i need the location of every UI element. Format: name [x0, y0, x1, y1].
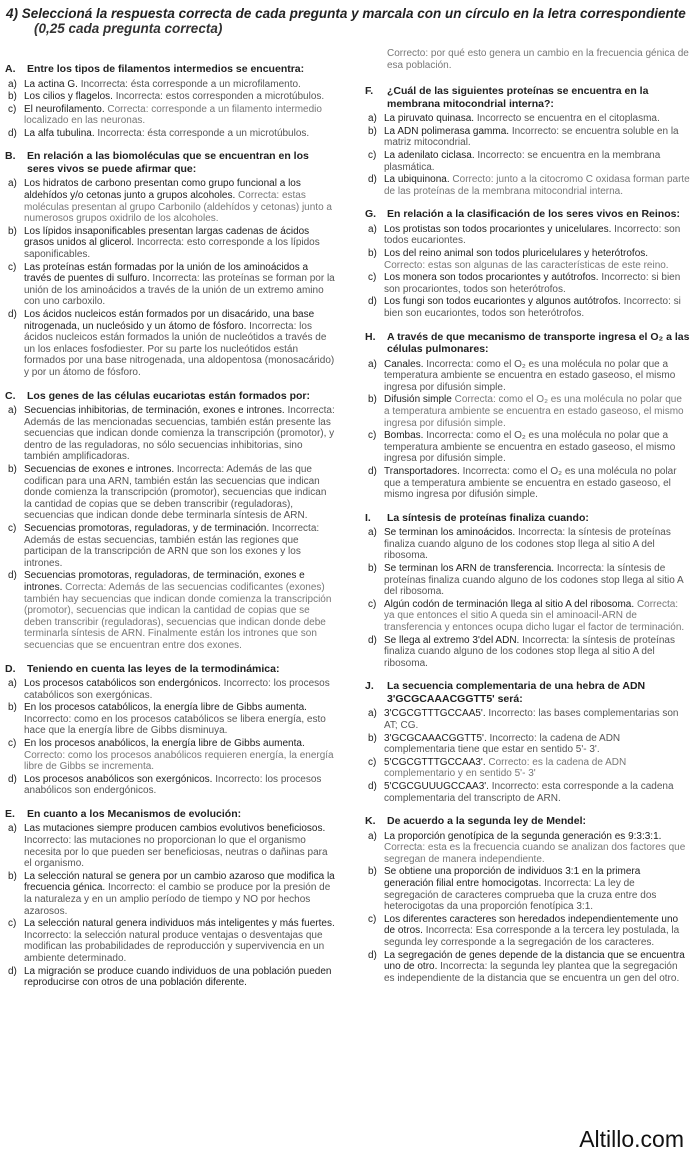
option-explanation: Incorrecto se encuentra en el citoplasma.	[476, 113, 660, 125]
answer-option	[365, 224, 690, 247]
option-answer: 5'CGCGTTTGCCAA3'.	[384, 756, 486, 768]
option-explanation: Incorrecta: Además de las mencionadas secuencias, también están presente las secuencias que indican donde comienza la transcripción (promotor), y dentro de las reguladoras, no sólo secuencias inhibitorias, sino también amplificadoras.	[24, 405, 335, 463]
option-letter[interactable]: c)	[368, 756, 377, 768]
option-answer: Los fungi son todos eucariontes y algunos autótrofos.	[384, 296, 621, 308]
answer-option	[365, 126, 690, 149]
option-letter[interactable]: b)	[368, 125, 377, 137]
option-content	[384, 708, 690, 731]
option-explanation: Incorrecta: la síntesis de proteínas finaliza cuando alguno de los codones stop llega al sitio A del ribosoma.	[384, 563, 684, 598]
option-letter[interactable]: b)	[8, 91, 17, 103]
option-explanation: Incorrecta: La ley de segregación de caracteres comprueba que la cruza entre dos heterocigotas da una proporción fenotípica 3:1.	[384, 877, 657, 913]
question-letter: D.	[5, 662, 16, 675]
option-letter[interactable]: c)	[368, 430, 377, 442]
question-text: La secuencia complementaria de una hebra de ADN 3'GCGCAAACGGTT5' será:	[387, 680, 646, 705]
option-explanation: Correcta: esta es la frecuencia cuando se analizan dos factores que segregan de manera independiente.	[384, 842, 686, 865]
option-answer: Difusión simple	[384, 394, 452, 406]
option-explanation: Incorrecto: se encuentra en la membrana plasmática.	[384, 149, 661, 173]
question-block	[5, 390, 335, 652]
option-explanation: Incorrecto: esta corresponde a la cadena complementaria del transcripto de ARN.	[384, 780, 674, 804]
question-text: En relación a las biomoléculas que se encuentran en los seres vivos se puede afirmar que:	[27, 150, 309, 175]
option-answer: 5'CGCGUUUGCCAA3'.	[384, 780, 489, 792]
option-explanation: Correcta: como el O₂ es una molécula no polar que a temperatura ambiente se encuentra en estado gaseoso, el mismo ingresa por difusión simple.	[384, 394, 684, 429]
option-answer: La selección natural genera individuos más inteligentes y más fuertes.	[24, 918, 335, 930]
option-explanation: Incorrecta: los ácidos nucleicos están formados la unión de nucleótidos a través de un los enlaces fosfodiester. Por su parte los nucleótidos están formados por una base nitrogenada, una aldopentosa (monosacárido) y por un átomo de fósforo.	[24, 320, 335, 378]
option-answer: La ADN polimerasa gamma.	[384, 125, 510, 137]
option-content	[24, 464, 335, 522]
option-explanation: Correcta: estas moléculas presentan al grupo Carbonilo (aldehídos y cetonas) junto a numerosos grupos oxidrilo de los alcoholes.	[24, 190, 332, 225]
answer-option	[365, 113, 690, 125]
option-content	[384, 599, 690, 634]
option-content	[384, 224, 690, 247]
page-subtitle: (0,25 cada pregunta correcta)	[34, 21, 223, 36]
option-answer: Los ácidos nucleicos están formados por un disacárido, una base nitrogenada, un nucleósido y un átomo de fósforo.	[24, 309, 315, 332]
option-explanation: Incorrecta: ésta corresponde a un microtúbulos.	[97, 127, 310, 139]
option-content	[24, 104, 335, 127]
answer-option	[5, 678, 335, 701]
question-letter: G.	[365, 208, 377, 221]
question-text: De acuerdo a la segunda ley de Mendel:	[387, 815, 586, 828]
option-content	[384, 150, 690, 173]
option-answer: Las proteínas están formadas por la unión de los aminoácidos a través de puentes di sulfuro.	[24, 261, 309, 285]
option-explanation: Incorrecta: esto corresponde a los lípidos saponificables.	[24, 237, 320, 261]
option-content	[384, 733, 690, 756]
option-answer: La alfa tubulina.	[24, 127, 95, 139]
option-content	[24, 309, 335, 379]
question-letter: C.	[5, 389, 16, 402]
option-answer: El neurofilamento.	[24, 103, 105, 115]
option-content	[384, 430, 690, 465]
answer-option	[5, 918, 335, 964]
answer-option	[365, 563, 690, 598]
answer-option	[5, 104, 335, 127]
option-answer: Se llega al extremo 3'del ADN.	[384, 634, 520, 646]
option-answer: Bombas.	[384, 430, 424, 442]
answer-option	[5, 226, 335, 261]
answer-option	[5, 405, 335, 463]
answer-option	[5, 823, 335, 869]
option-answer: Canales.	[384, 358, 424, 370]
option-letter[interactable]: d)	[368, 949, 377, 961]
option-content	[24, 918, 335, 964]
option-letter[interactable]: c)	[368, 913, 377, 925]
option-answer: Los monera son todos procariontes y autótrofos.	[384, 272, 599, 284]
option-answer: Secuencias de exones e intrones.	[24, 464, 175, 476]
answer-option	[5, 966, 335, 989]
option-explanation: Correcto: estas son algunas de las características de este reino.	[384, 259, 669, 271]
option-explanation: Incorrecta: como el O₂ es una molécula no polar que a temperatura ambiente se encuentra en estado gaseoso, el mismo ingresa por difusión simple.	[384, 465, 677, 501]
question-block	[5, 150, 335, 378]
continued-answer-text: Correcto: por qué esto genera un cambio en la frecuencia génica de esa población.	[387, 48, 689, 71]
option-content	[24, 226, 335, 261]
answer-option	[365, 599, 690, 634]
question-letter: J.	[365, 680, 374, 693]
answer-option	[5, 178, 335, 224]
option-letter[interactable]: d)	[368, 296, 377, 308]
option-explanation: Correcta: ya que entonces el sitio A queda sin el aminoacil-ARN de transferencia y entonces ocupa dicho lugar el factor de terminación.	[384, 598, 685, 633]
option-letter[interactable]: d)	[368, 174, 377, 186]
option-explanation: Incorrecto: son todos eucariontes.	[384, 223, 681, 247]
option-answer: Los protistas son todos procariontes y unicelulares.	[384, 223, 612, 235]
answer-option	[365, 831, 690, 866]
option-content	[384, 296, 690, 319]
option-explanation: Incorrecto: los procesos anabólicos son endergónicos.	[24, 773, 322, 797]
option-explanation: Incorrecto: el cambio se produce por la presión de la naturaleza y en un amplio período de tiempo y NO por hechos azarosos.	[24, 882, 331, 917]
option-content	[24, 702, 335, 737]
option-explanation: Incorrecta: como el O₂ es una molécula no polar que a temperatura ambiente se encuentra en estado gaseoso, el mismo ingresa por difusión simple.	[384, 430, 676, 465]
option-explanation: Incorrecta: Además de estas secuencias, también están las regiones que participan de la transcripción de ARN que son los exones y los intrones.	[24, 523, 320, 569]
option-letter[interactable]: d)	[368, 780, 377, 792]
option-letter[interactable]: b)	[8, 225, 17, 237]
option-content	[24, 262, 335, 308]
answer-option	[365, 635, 690, 670]
option-content	[24, 523, 335, 569]
option-letter[interactable]: b)	[368, 732, 377, 744]
option-answer: En los procesos anabólicos, la energía libre de Gibbs aumenta.	[24, 738, 305, 749]
option-content	[384, 527, 690, 562]
option-content	[384, 866, 690, 912]
option-explanation: Incorrecto: las bases complementarias son AT; CG.	[384, 708, 679, 731]
option-content	[24, 823, 335, 869]
question-header	[5, 390, 335, 403]
option-content	[384, 394, 690, 429]
answer-option	[5, 523, 335, 569]
option-answer: Los lípidos insaponificables presentan largas cadenas de ácidos grasos unidos al glicerol.	[24, 225, 310, 249]
option-explanation: Correcto: es la cadena de ADN complementario y en sentido 5'- 3'	[384, 756, 627, 780]
question-header	[365, 680, 690, 705]
option-letter[interactable]: d)	[8, 965, 17, 977]
option-explanation: Incorrecta: la síntesis de proteínas finaliza cuando alguno de los codones stop llega al sitio A del ribosoma.	[384, 634, 675, 669]
option-letter[interactable]: a)	[368, 527, 377, 539]
option-explanation: Incorrecto: si bien son procariontes, todos son heterótrofos.	[384, 272, 681, 295]
option-content	[24, 405, 335, 463]
option-explanation: Incorrecto: la selección natural produce ventajas o desventajas que modifican las probabilidades de reproducción y supervivencia en un ambiente determinado.	[24, 929, 325, 964]
question-block	[5, 63, 335, 139]
question-block	[365, 680, 690, 804]
option-letter[interactable]: d)	[8, 773, 17, 785]
answer-option	[365, 466, 690, 501]
option-letter[interactable]: a)	[368, 223, 377, 235]
option-explanation: Incorrecto: si bien son eucariontes, todos son heterótrofos.	[384, 296, 681, 319]
option-answer: Se terminan los aminoácidos.	[384, 527, 516, 539]
question-text: Los genes de las células eucariotas están formados por:	[27, 389, 311, 402]
option-letter[interactable]: b)	[8, 464, 17, 476]
answer-option	[365, 430, 690, 465]
answer-option	[5, 570, 335, 651]
answer-option	[365, 296, 690, 319]
option-content	[24, 678, 335, 701]
page-header	[6, 6, 696, 36]
option-answer: Secuencias promotoras, reguladoras, de terminación, exones e intrones.	[24, 570, 305, 593]
option-letter[interactable]: a)	[8, 823, 17, 835]
option-answer: La piruvato quinasa.	[384, 113, 475, 125]
option-letter[interactable]: a)	[368, 358, 377, 370]
option-content	[24, 738, 335, 773]
question-text: La síntesis de proteínas finaliza cuando:	[387, 511, 589, 524]
question-block	[365, 331, 690, 501]
question-text: En relación a la clasificación de los seres vivos en Reinos:	[387, 208, 680, 221]
option-letter[interactable]: c)	[8, 918, 17, 930]
question-letter: I.	[365, 511, 371, 524]
option-answer: 3'CGCGTTTGCCAA5'.	[384, 708, 486, 720]
option-explanation: Correcto: como los procesos anabólicos requieren energía, la energía libre de Gibbs se incrementa.	[24, 749, 334, 773]
option-answer: Los hidratos de carbono presentan como grupo funcional a los aldehídos y/o cetonas junto a grupos alcoholes.	[24, 178, 301, 202]
answer-option	[5, 774, 335, 797]
option-content	[384, 113, 690, 125]
option-letter[interactable]: d)	[368, 465, 377, 477]
answer-option	[365, 174, 690, 197]
option-letter[interactable]: d)	[368, 634, 377, 646]
option-answer: La selección natural se genera por un cambio azaroso que modifica la frecuencia génica.	[24, 870, 335, 894]
option-explanation: Incorrecta: la síntesis de proteínas finaliza cuando alguno de los codones stop llega al sitio A del ribosoma.	[384, 527, 671, 562]
option-letter[interactable]: b)	[368, 563, 377, 574]
option-content	[384, 914, 690, 949]
option-answer: Se obtiene una proporción de individuos 3:1 en la primera generación filial entre homocigotas.	[384, 866, 641, 889]
option-explanation: Incorrecta: como el O₂ es una molécula no polar que a temperatura ambiente se encuentra en estado gaseoso, el mismo ingresa por difusión simple.	[384, 358, 676, 393]
question-header	[365, 815, 690, 828]
answer-option	[365, 708, 690, 731]
answer-option	[5, 738, 335, 773]
option-explanation: Incorrecto: se encuentra soluble en la matriz mitocondrial.	[384, 125, 679, 149]
option-answer: Secuencias promotoras, reguladoras, y de terminación.	[24, 523, 270, 534]
option-answer: La migración se produce cuando individuos de una población pueden reproducirse con otros de una población diferente.	[24, 965, 332, 989]
option-answer: En los procesos catabólicos, la energía libre de Gibbs aumenta.	[24, 702, 307, 714]
option-content	[384, 466, 690, 501]
answer-option	[365, 272, 690, 295]
option-letter[interactable]: a)	[8, 678, 17, 690]
option-content	[384, 174, 690, 197]
option-explanation: Incorrecta: la segunda ley plantea que la segregación es independiente de la distancia que se encuentra un gen del otro.	[384, 961, 680, 984]
option-explanation: Incorrecta: estos corresponden a microtúbulos.	[115, 91, 325, 103]
option-content	[384, 831, 690, 866]
question-block	[365, 512, 690, 670]
option-content	[384, 950, 690, 985]
option-explanation: Incorrecto: los procesos catabólicos son exergónicas.	[24, 678, 330, 701]
option-letter[interactable]: a)	[368, 708, 377, 720]
answer-option	[365, 781, 690, 804]
question-block	[5, 808, 335, 989]
option-answer: Secuencias inhibitorias, de terminación, exones e intrones.	[24, 405, 285, 417]
option-content	[384, 272, 690, 295]
option-letter[interactable]: c)	[8, 103, 17, 115]
answer-option	[5, 91, 335, 103]
option-content	[24, 91, 335, 103]
question-header	[5, 63, 335, 76]
option-explanation: Incorrecta: ésta corresponde a un microfilamento.	[80, 78, 301, 90]
option-letter[interactable]: a)	[8, 78, 17, 90]
question-header	[5, 808, 335, 821]
answer-option	[365, 359, 690, 394]
option-letter[interactable]: d)	[8, 309, 17, 320]
option-explanation: Incorrecta: las proteínas se forman por la unión de los aminoácidos a través de la unión de un extremo amino con uno carboxilo.	[24, 273, 335, 308]
option-answer: Los procesos catabólicos son endergónicos.	[24, 678, 221, 690]
option-letter[interactable]: c)	[368, 598, 377, 610]
option-answer: Los procesos anabólicos son exergónicos.	[24, 773, 213, 785]
option-letter[interactable]: c)	[368, 272, 377, 284]
answer-option	[5, 128, 335, 140]
option-explanation: Incorrecto: la cadena de ADN complementaria tiene que estar en sentido 5'- 3'.	[384, 732, 621, 756]
question-letter: K.	[365, 815, 376, 828]
left-column	[5, 63, 335, 1000]
option-letter[interactable]: b)	[368, 394, 377, 406]
question-text: ¿Cuál de las siguientes proteínas se encuentra en la membrana mitocondrial interna?:	[387, 85, 649, 110]
option-content	[384, 126, 690, 149]
option-content	[384, 757, 690, 780]
option-explanation: Incorrecta: Esa corresponde a la tercera ley postulada, la segunda ley corresponde a la segregación de los caracteres.	[384, 925, 680, 948]
watermark-text: Altillo.com	[579, 1126, 684, 1152]
option-content	[384, 359, 690, 394]
option-answer: La ubiquinona.	[384, 174, 450, 186]
answer-option	[365, 394, 690, 429]
option-letter[interactable]: c)	[8, 523, 17, 534]
option-content	[24, 178, 335, 224]
question-block	[365, 208, 690, 319]
option-letter[interactable]: d)	[8, 570, 17, 582]
option-explanation: Incorrecto: las mutaciones no proporcionan lo que el organismo necesita por lo que pueden ser beneficiosas, neutras o dañinas para el organismo.	[24, 835, 328, 870]
option-content	[384, 563, 690, 598]
option-explanation: Correcta: Además de las secuencias codificantes (exones) también hay secuencias que indican donde comienza la transcripción (promotor), secuencias que indican la cantidad de copias que se deben transcribir (reguladoras), secuencias que indican donde debe terminarla síntesis de ARN. Finalmente están los intrones que son secuencias que se encuentran entre dos exones.	[24, 581, 332, 651]
question-header	[5, 663, 335, 676]
option-answer: Los diferentes caracteres son heredados independientemente uno de otros.	[384, 913, 679, 937]
option-answer: La adenilato ciclasa.	[384, 149, 475, 161]
option-content	[24, 966, 335, 989]
question-header	[365, 331, 690, 356]
answer-option	[5, 871, 335, 917]
option-answer: La segregación de genes depende de la distancia que se encuentra uno de otro.	[384, 949, 685, 973]
answer-option	[365, 757, 690, 780]
question-letter: B.	[5, 150, 16, 163]
question-header	[365, 85, 690, 110]
answer-option	[365, 950, 690, 985]
option-answer: 3'GCGCAAACGGTT5'.	[384, 732, 487, 744]
question-header	[5, 150, 335, 175]
question-letter: E.	[5, 807, 15, 820]
answer-option	[5, 262, 335, 308]
question-header	[365, 208, 690, 221]
option-explanation: Correcto: junto a la citocromo C oxidasa forman parte de las proteínas de la membrana mitocondrial interna.	[384, 174, 690, 197]
answer-option	[5, 464, 335, 522]
option-answer: La actina G.	[24, 78, 78, 90]
option-answer: Transportadores.	[384, 465, 460, 477]
question-header	[365, 512, 690, 525]
option-letter[interactable]: a)	[368, 830, 377, 842]
option-answer: La proporción genotípica de la segunda generación es 9:3:3:1.	[384, 830, 662, 842]
option-content	[24, 774, 335, 797]
option-content	[24, 570, 335, 651]
option-letter[interactable]: b)	[368, 866, 377, 878]
option-letter[interactable]: d)	[8, 127, 17, 139]
option-letter[interactable]: b)	[8, 870, 17, 882]
option-letter[interactable]: b)	[8, 702, 17, 714]
option-letter[interactable]: c)	[368, 149, 377, 161]
question-text: A través de que mecanismo de transporte ingresa el O₂ a las células pulmonares:	[387, 330, 690, 356]
question-letter: H.	[365, 330, 376, 343]
question-block	[365, 85, 690, 197]
option-letter[interactable]: a)	[8, 178, 17, 190]
answer-option	[365, 733, 690, 756]
answer-option	[5, 702, 335, 737]
option-answer: Las mutaciones siempre producen cambios evolutivos beneficiosos.	[24, 823, 326, 835]
answer-option	[365, 914, 690, 949]
option-content	[384, 635, 690, 670]
page-title: 4) Seleccioná la respuesta correcta de cada pregunta y marcala con un círculo en la letra correspondiente	[6, 6, 686, 21]
question-block	[365, 815, 690, 984]
option-explanation: Incorrecto: como en los procesos catabólicos se libera energía, esto hace que la energía libre de Gibbs disminuya.	[24, 713, 326, 737]
answer-option	[365, 248, 690, 271]
answer-option	[365, 527, 690, 562]
option-content	[384, 781, 690, 804]
option-content	[24, 128, 335, 140]
option-letter[interactable]: c)	[8, 738, 17, 749]
option-content	[24, 871, 335, 917]
right-column	[365, 48, 690, 995]
question-text: En cuanto a los Mecanismos de evolución:	[27, 807, 242, 820]
option-content	[24, 79, 335, 91]
option-answer: Algún codón de terminación llega al sitio A del ribosoma.	[384, 598, 635, 610]
question-letter: F.	[365, 85, 374, 98]
question-block	[5, 663, 335, 797]
option-answer: Se terminan los ARN de transferencia.	[384, 563, 555, 574]
option-explanation: Incorrecta: Además de las que codifican para una ARN, también están las secuencias que indican donde comienza la transcripción (promotor), secuencias que indican la cantidad de copias que se deben transcribir (reguladoras), secuencias que indican donde debe terminarla síntesis de ARN.	[24, 464, 327, 522]
option-letter[interactable]: a)	[368, 113, 377, 125]
question-letter: A.	[5, 63, 16, 75]
option-answer: Los cilios y flagelos.	[24, 91, 113, 103]
option-content	[384, 248, 690, 271]
question-text: Teniendo en cuenta las leyes de la termodinámica:	[27, 662, 280, 675]
option-answer: Los del reino animal son todos pluricelulares y heterótrofos.	[384, 248, 649, 260]
answer-option	[5, 309, 335, 379]
answer-option	[365, 150, 690, 173]
option-letter[interactable]: c)	[8, 261, 17, 273]
option-letter[interactable]: a)	[8, 405, 17, 417]
answer-option	[365, 866, 690, 912]
option-explanation: Correcta: corresponde a un filamento intermedio localizado en las neuronas.	[24, 103, 322, 127]
option-letter[interactable]: b)	[368, 248, 377, 260]
answer-option	[5, 79, 335, 91]
question-text: Entre los tipos de filamentos intermedios se encuentra:	[27, 63, 305, 75]
